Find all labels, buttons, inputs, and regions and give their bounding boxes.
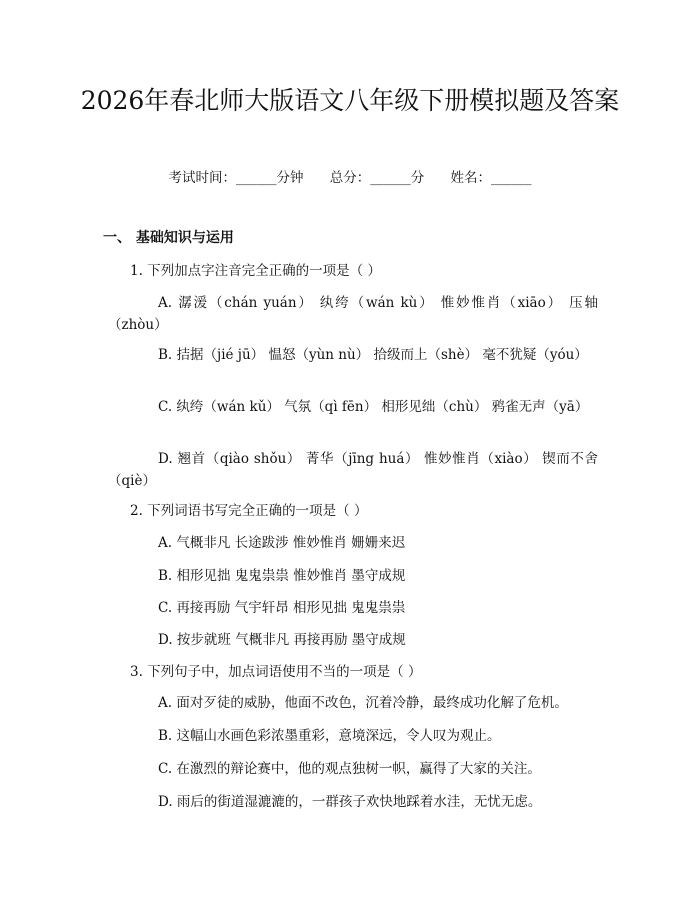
question-3-option-a: A. 面对歹徒的威胁，他面不改色，沉着冷静，最终成功化解了危机。 [158,695,568,711]
question-2-option-c: C. 再接再励 气宇轩昂 相形见拙 鬼鬼祟祟 [158,600,406,616]
question-3-option-d: D. 雨后的街道湿漉漉的，一群孩子欢快地踩着水洼，无忧无虑。 [158,794,542,810]
question-1-option-c: C. 纨绔（wán kǔ） 气氛（qì fēn） 相形见绌（chù） 鸦雀无声（yā） [158,399,589,415]
question-1-option-a: A. 潺湲（chán yuán） 纨绔（wán kù） 惟妙惟肖（xiāo） 压轴（zhòu） [108,295,598,333]
exam-info-line [0,169,700,187]
student-name-field: 姓名：______ [450,170,532,186]
document-title: 2026年春北师大版语文八年级下册模拟题及答案 [80,86,620,115]
question-2-stem: 2. 下列词语书写完全正确的一项是（ ） [130,503,368,519]
question-1-option-b: B. 拮据（jié jū） 愠怒（yùn nù） 拾级而上（shè） 毫不犹疑（yóu） [158,347,588,363]
exam-time-field: 考试时间：______分钟 [168,170,304,186]
exam-score-field: 总分：______分 [329,170,425,186]
question-3-option-c: C. 在激烈的辩论赛中，他的观点独树一帜，赢得了大家的关注。 [158,761,541,777]
question-2-option-d: D. 按步就班 气概非凡 再接再励 墨守成规 [158,632,406,648]
question-3-option-b: B. 这幅山水画色彩浓墨重彩，意境深远，令人叹为观止。 [158,728,501,744]
question-2-option-a: A. 气概非凡 长途跋涉 惟妙惟肖 姗姗来迟 [158,535,406,551]
question-1-option-d: D. 翘首（qiào shǒu） 菁华（jīng huá） 惟妙惟肖（xiào） 锲而不舍（qiè） [108,451,598,489]
question-3-stem: 3. 下列句子中，加点词语使用不当的一项是（ ） [130,664,422,680]
question-1-stem: 1. 下列加点字注音完全正确的一项是（ ） [130,263,381,279]
question-2-option-b: B. 相形见拙 鬼鬼祟祟 惟妙惟肖 墨守成规 [158,568,406,584]
section-heading: 一、 基础知识与运用 [103,230,234,246]
